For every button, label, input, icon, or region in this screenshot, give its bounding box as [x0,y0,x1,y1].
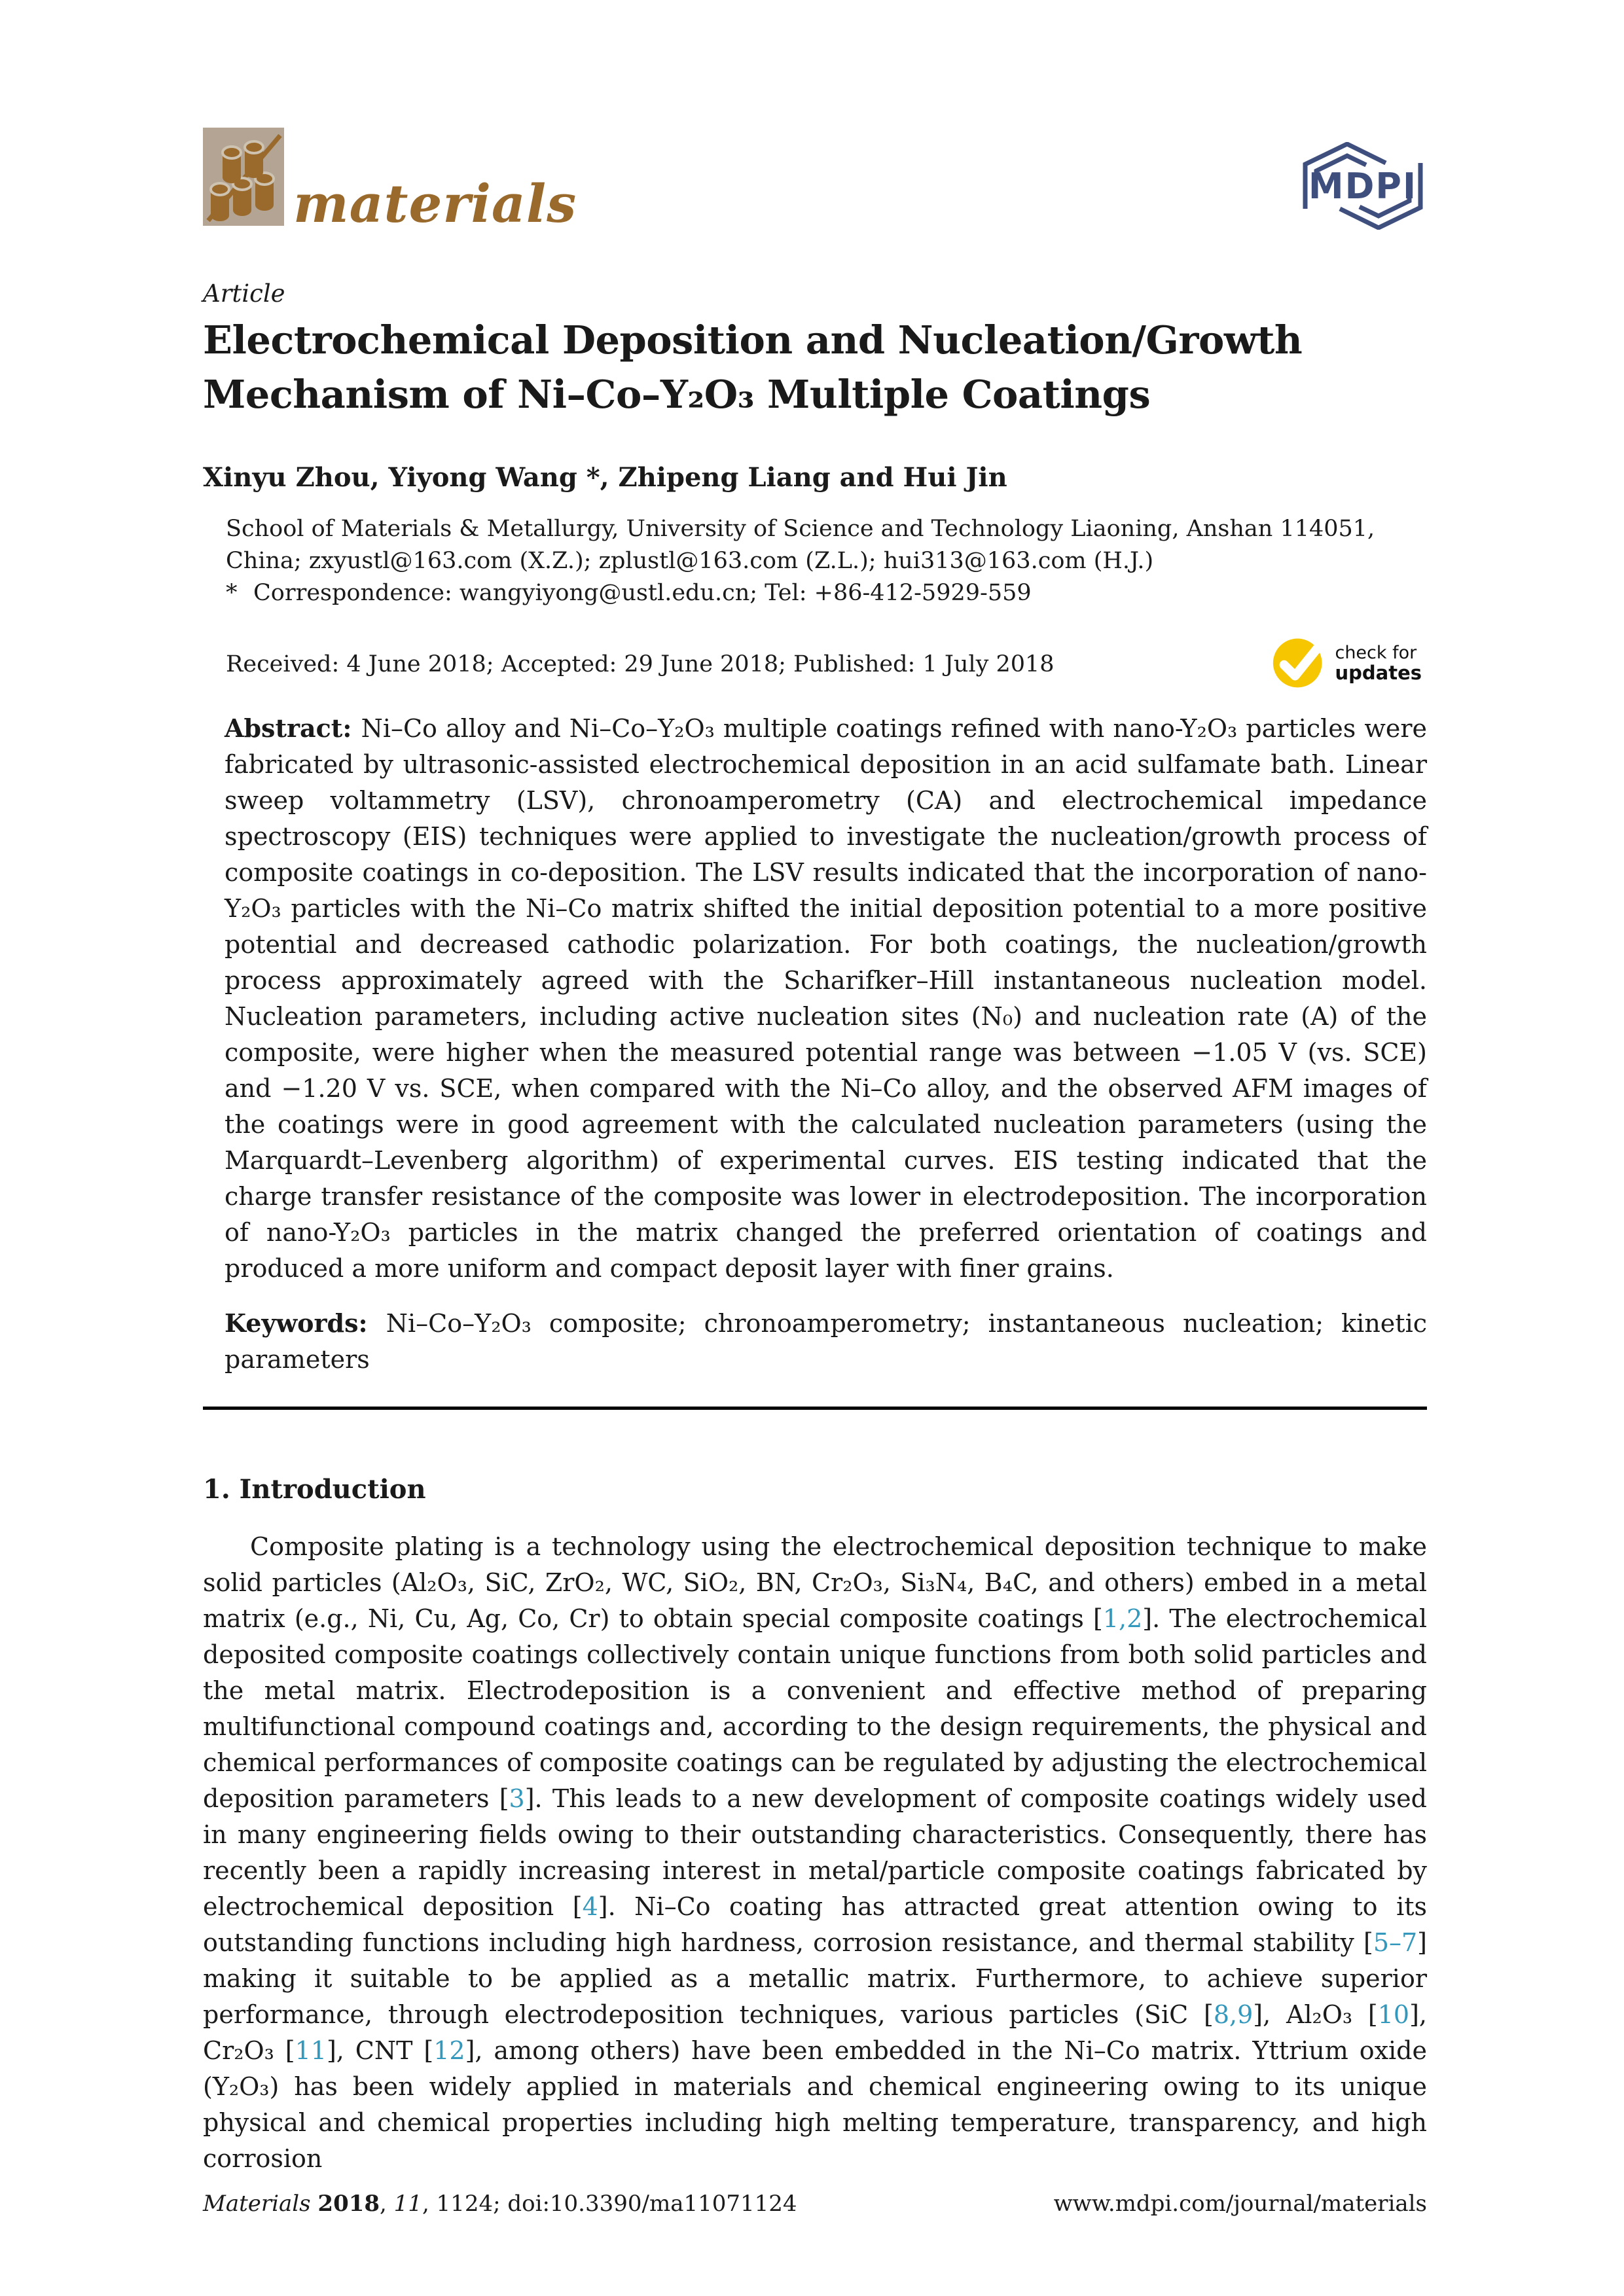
text-segment: ], CNT [ [326,2036,434,2065]
citation-link[interactable]: 11 [295,2036,327,2065]
text-segment: Ni–Co alloy and Ni–Co–Y₂O₃ multiple coatings refined with nano-Y₂O₃ particles were fabricated by ultrasonic-assisted electrochemical deposition in an acid sulfamate bath. Linear sweep voltammetry (LSV), chronoamperometry (CA) and electrochemical impedance spectroscopy (EIS) techniques were applied to investigate the nucleation/growth process of composite coatings in co-deposition. The LSV results indicated that the incorporation of nano-Y₂O₃ particles with the Ni–Co matrix shifted the initial deposition potential to a more positive potential and decreased cathodic polarization. For both coatings, the nucleation/growth process approximately agreed with the Scharifker–Hill instantaneous nucleation model. Nucleation parameters, including active nucleation sites (N₀) and nucleation rate (A) of the composite, were higher when the measured potential range was between −1.05 V (vs. SCE) and −1.20 V vs. SCE, when compared with the Ni–Co alloy, and the observed AFM images of the coatings were in good agreement with the calculated nucleation parameters (using the Marquardt–Levenberg algorithm) of experimental curves. EIS testing indicated that the charge transfer resistance of the composite was lower in electrodeposition. The incorporation of nano-Y₂O₃ particles in the matrix changed the preferred orientation of coatings and produced a more uniform and compact deposit layer with finer grains. [225,714,1427,1283]
correspondence-line [226,577,1427,609]
introduction-paragraph [203,1529,1427,2177]
citation-link[interactable]: 4 [582,1892,598,1921]
title-line-2: Mechanism of Ni–Co–Y₂O₃ Multiple Coatings [203,372,1151,417]
section-heading-introduction: 1. Introduction [203,1474,426,1505]
correspondence-text: Correspondence: wangyiyong@ustl.edu.cn; Tel: +86-412-5929-559 [253,580,1032,606]
authors-line: Xinyu Zhou, Yiyong Wang *, Zhipeng Liang and Hui Jin [203,462,1007,493]
text-segment: ], Al₂O₃ [ [1253,2000,1378,2029]
check-for-updates-badge[interactable] [1272,634,1422,692]
text-segment: , [380,2191,394,2217]
text-segment: 11 [393,2191,422,2217]
text-segment: ], among others) have been embedded in the Ni–Co matrix. Yttrium oxide (Y₂O₃) has been widely applied in materials and chemical engineering owing to its unique physical and chemical properties including high melting temperature, transparency, and high corrosion [203,2036,1427,2173]
text-segment: Composite plating is a technology using the electrochemical deposition technique to make solid particles (Al₂O₃, SiC, ZrO₂, WC, SiO₂, BN, Cr₂O₃, Si₃N₄, B₄C, and others) embed in a metal matrix (e.g., Ni, Cu, Ag, Co, Cr) to obtain special composite coatings [ [203,1532,1427,1633]
affiliation-block [226,513,1427,609]
text-segment: , 1124; doi:10.3390/ma11071124 [422,2191,797,2217]
badge-label [1335,643,1422,683]
keywords-paragraph [225,1305,1427,1378]
text-segment: ]. The electrochemical deposited composite coatings collectively contain unique functions from both solid particles and the metal matrix. Electrodeposition is a convenient and effective method of preparing multifunctional compound coatings and, according to the design requirements, the physical and chemical performances of composite coatings can be regulated by adjusting the electrochemical deposition parameters [ [203,1604,1427,1813]
badge-label-line1: check for [1335,643,1417,663]
badge-label-line2: updates [1335,662,1422,684]
page-title [203,313,1427,422]
dates-row [226,634,1427,692]
abstract-paragraph [225,710,1427,1287]
citation-link[interactable]: 10 [1377,2000,1410,2029]
text-segment: Keywords: [225,1308,386,1338]
text-segment: ]. Ni–Co coating has attracted great attention owing to its outstanding functions including high hardness, corrosion resistance, and thermal stability [ [203,1892,1427,1957]
mdpi-logo-text: MDPI [1308,166,1418,207]
front-matter-divider [203,1407,1427,1410]
title-line-1: Electrochemical Deposition and Nucleation/Growth [203,317,1303,363]
footer-journal-url[interactable]: www.mdpi.com/journal/materials [1053,2191,1427,2217]
received-accepted-published: Received: 4 June 2018; Accepted: 29 June 2018; Published: 1 July 2018 [226,651,1055,677]
correspondence-marker: * [226,580,238,606]
materials-journal-logo [203,128,577,234]
footer-citation [203,2191,797,2217]
checkmark-icon [1272,634,1327,692]
page-footer [203,2191,1427,2217]
mdpi-logo[interactable] [1299,142,1427,230]
affiliation-text: School of Materials & Metallurgy, University of Science and Technology Liaoning, Anshan 114051, China; zxyustl@163.com (X.Z.); zplustl@163.com (Z.L.); hui313@163.com (H.J.) [226,516,1375,574]
article-type-label: Article [203,279,285,308]
text-segment: Materials [203,2191,318,2217]
page-header [203,128,1427,234]
text-segment: ] making it suitable to be applied as a metallic matrix. Furthermore, to achieve superior performance, through electrodeposition techniques, various particles (SiC [ [203,1928,1427,2029]
journal-wordmark: materials [293,173,577,234]
citation-link[interactable]: 8,9 [1213,2000,1254,2029]
text-segment: ]. This leads to a new development of composite coatings widely used in many engineering fields owing to their outstanding characteristics. Consequently, there has recently been a rapidly increasing interest in metal/particle composite coatings fabricated by electrochemical deposition [ [203,1784,1427,1921]
citation-link[interactable]: 12 [433,2036,465,2065]
text-segment: ], Cr₂O₃ [ [203,2000,1428,2065]
text-segment: Abstract: [225,713,361,743]
materials-logo-icon [203,128,284,226]
citation-link[interactable]: 3 [509,1784,525,1813]
citation-link[interactable]: 1,2 [1102,1604,1143,1633]
text-segment: Ni–Co–Y₂O₃ composite; chronoamperometry; instantaneous nucleation; kinetic parameters [225,1309,1428,1374]
text-segment: 2018 [317,2191,380,2217]
citation-link[interactable]: 5–7 [1373,1928,1418,1957]
